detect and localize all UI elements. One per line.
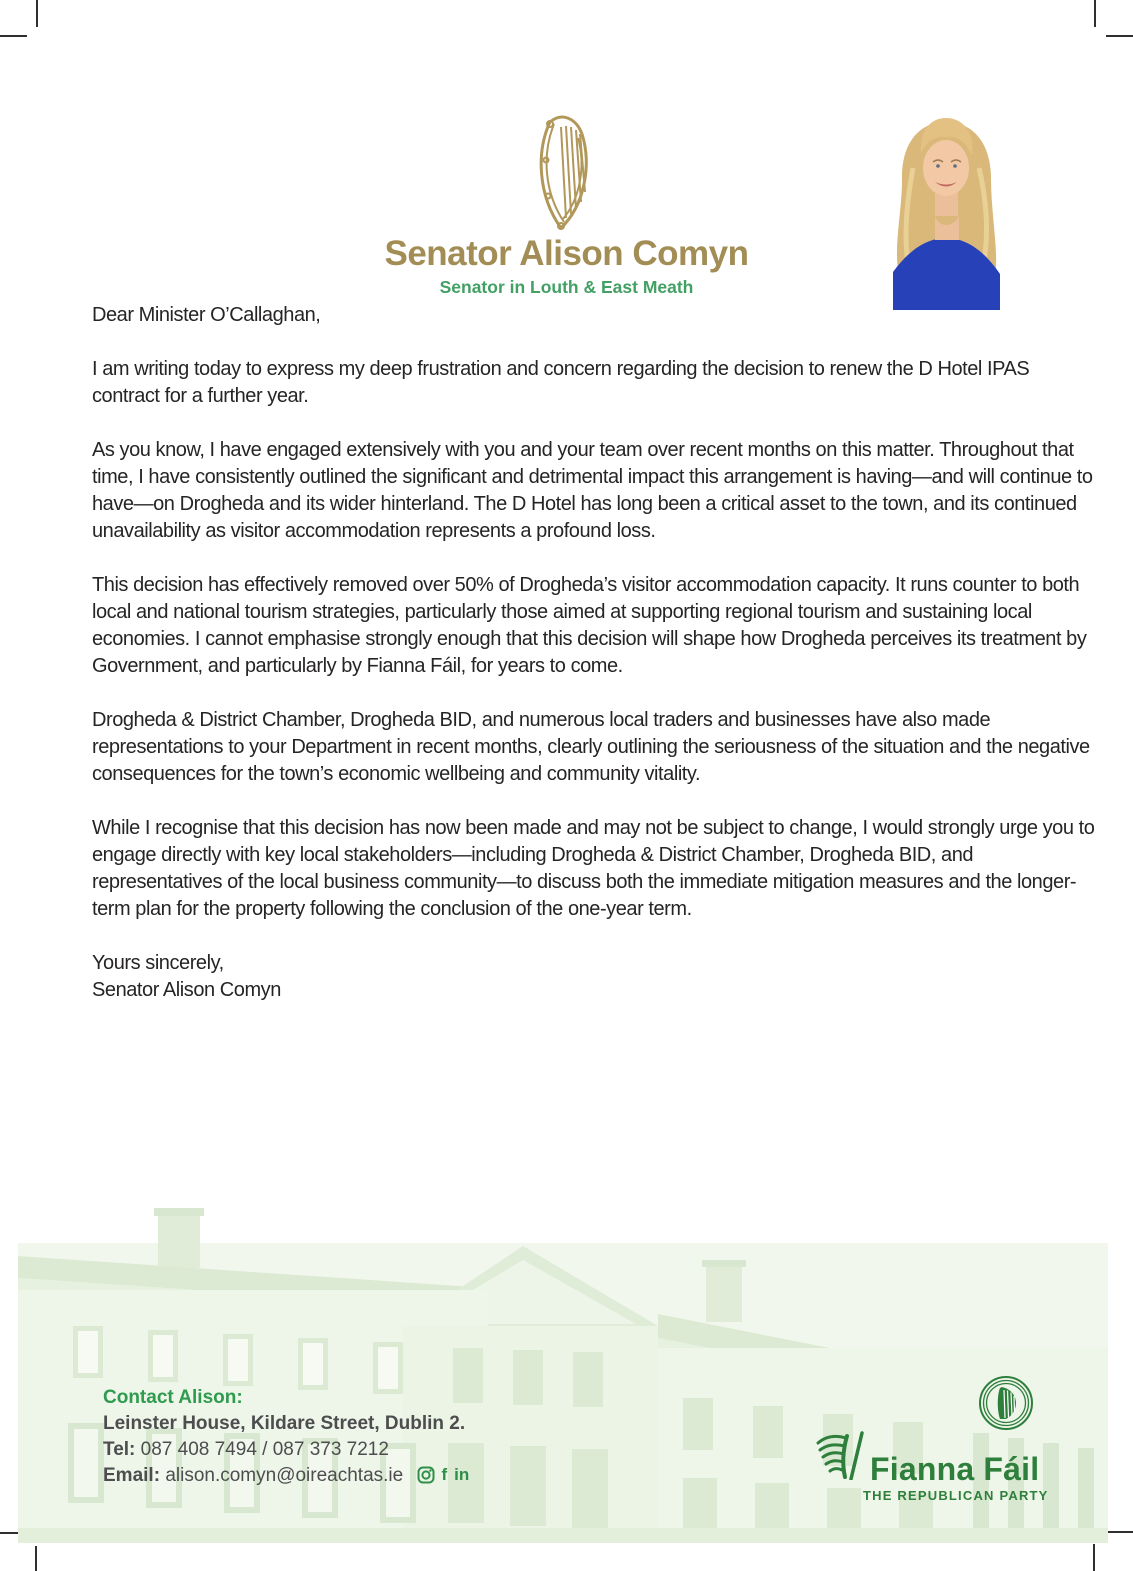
crop-mark (0, 1532, 20, 1534)
crop-mark (1093, 1544, 1095, 1571)
facebook-icon: f (441, 1465, 448, 1484)
page-subtitle: Senator in Louth & East Meath (439, 277, 694, 297)
fianna-fail-harp-emblem (978, 1375, 1034, 1436)
crop-mark (0, 35, 27, 37)
paragraph: I am writing today to express my deep frustration and concern regarding the decision to renew the D Hotel IPAS contract for a further year. (92, 358, 1030, 407)
fianna-fail-tagline: THE REPUBLICAN PARTY (863, 1488, 1049, 1503)
contact-address: Leinster House, Kildare Street, Dublin 2. (103, 1413, 466, 1434)
fianna-fail-name: Fianna Fáil (870, 1451, 1040, 1487)
tel-value: 087 408 7494 / 087 373 7212 (140, 1439, 389, 1460)
crop-mark (1106, 1531, 1133, 1533)
signature: Senator Alison Comyn (92, 979, 281, 1001)
social-icons (417, 1466, 470, 1487)
salutation: Dear Minister O’Callaghan, (92, 304, 321, 326)
harp-icon (528, 112, 602, 239)
email-value: alison.comyn@oireachtas.ie (165, 1465, 404, 1486)
contact-tel-line (103, 1437, 469, 1463)
email-label: Email: (103, 1465, 161, 1486)
contact-heading: Contact Alison: (103, 1387, 243, 1408)
contact-email-line (103, 1463, 469, 1489)
crop-mark (1094, 0, 1096, 27)
instagram-icon (417, 1466, 435, 1487)
paragraph: This decision has effectively removed over 50% of Drogheda’s visitor accommodation capacity. It runs counter to both local and national tourism strategies, particularly those aimed at supporting regional tourism and sustaining local economies. I cannot emphasise strongly enough that this decision will shape how Drogheda perceives its treatment by Government, and particularly by Fianna Fáil, for years to come. (92, 574, 1087, 677)
linkedin-icon: in (454, 1465, 470, 1484)
crop-mark (1106, 35, 1133, 37)
contact-block (103, 1385, 469, 1489)
paragraph: Drogheda & District Chamber, Drogheda BID, and numerous local traders and businesses have also made representations to your Department in recent months, clearly outlining the seriousness of the situation and the negative consequences for the town’s economic wellbeing and community vitality. (92, 709, 1090, 785)
fianna-fail-logo (816, 1430, 1049, 1503)
paragraph: As you know, I have engaged extensively with you and your team over recent months on this matter. Throughout that time, I have consistently outlined the significant and detrimental impact this arrangement is having—and will continue to have—on Drogheda and its wider hinterland. The D Hotel has long been a critical asset to the town, and its continued unavailability as visitor accommodation represents a profound loss. (92, 439, 1093, 542)
senator-portrait-photo (875, 108, 1018, 310)
paragraph: While I recognise that this decision has now been made and may not be subject to change, I would strongly urge you to engage directly with key local stakeholders—including Drogheda & District Chamber, Drogheda BID, and representatives of the local business community—to discuss both the immediate mitigation measures and the longer-term plan for the property following the conclusion of the one-year term. (92, 817, 1095, 920)
fianna-fail-harp-mark-icon (816, 1430, 864, 1485)
closing: Yours sincerely, (92, 952, 224, 974)
page-title: Senator Alison Comyn (384, 234, 749, 273)
crop-mark (36, 0, 38, 27)
tel-label: Tel: (103, 1439, 136, 1460)
crop-mark (35, 1546, 37, 1571)
letter-body (92, 302, 1096, 1004)
